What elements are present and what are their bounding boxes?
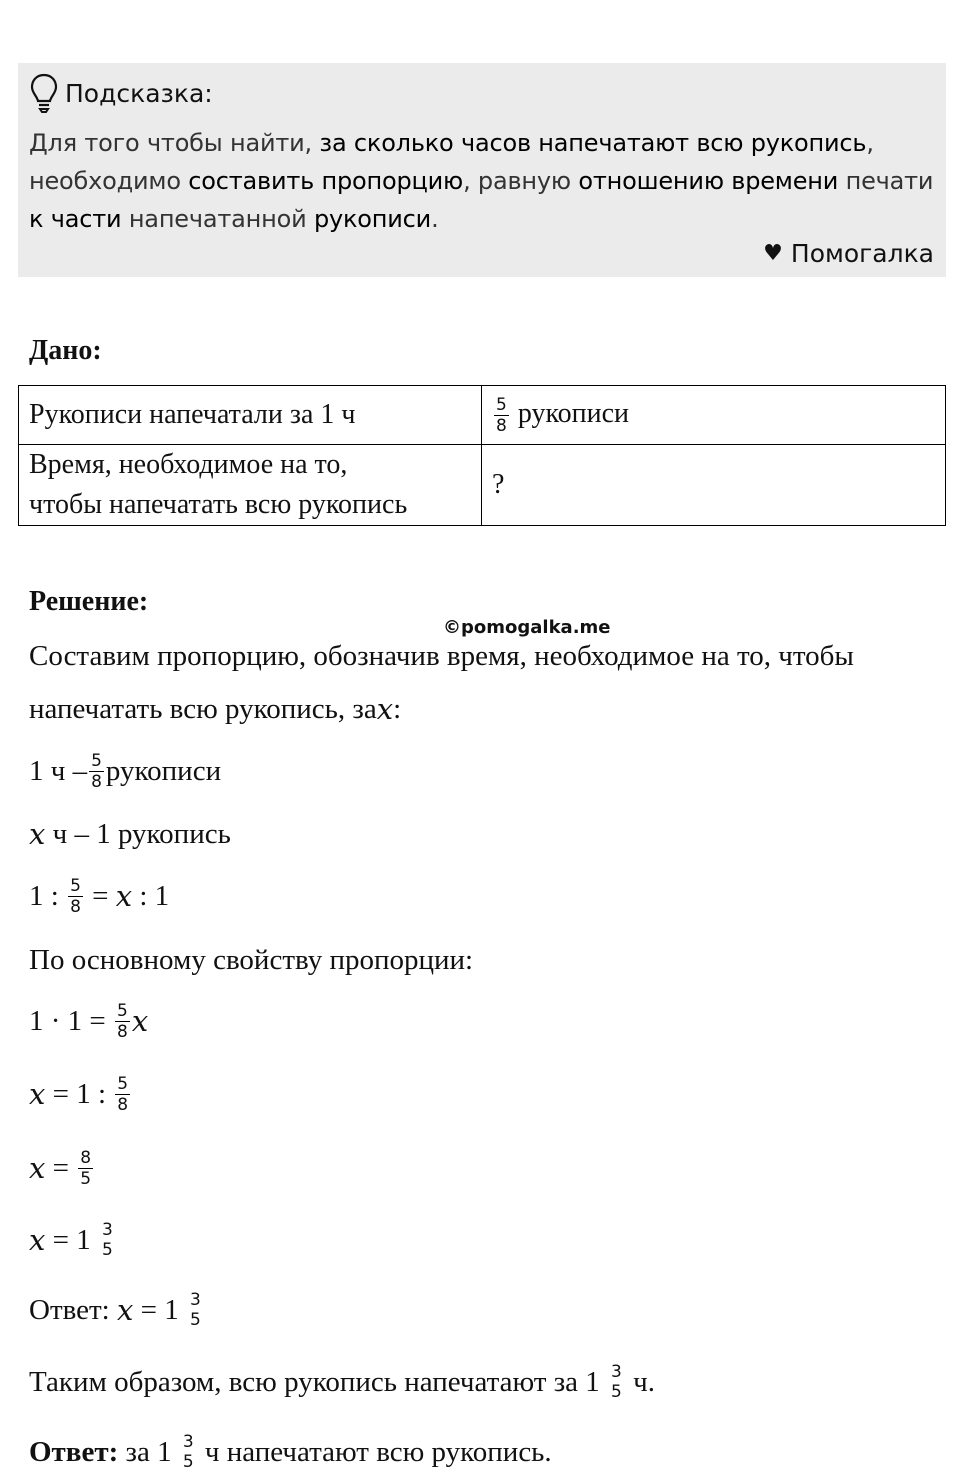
table-row [19,445,946,526]
hint-title: Подсказка: [65,78,213,108]
table-cell: ? [482,445,946,526]
solution-label: Решение: [29,586,149,617]
equation-6: x = $\frac{8}{5}$ [29,1147,92,1189]
hint-header [29,71,934,115]
heart-icon: ♥ [763,241,783,266]
fraction: 3 5 [611,1362,622,1402]
lightbulb-icon [29,72,59,114]
equation-3: 1 : $\frac{5}{8}$ = x : 1 [29,875,170,917]
table-cell: $\frac{5}{8}$ рукописи [482,386,946,445]
hint-brand [763,239,934,268]
intro-line-2: напечатать всю рукопись, за x : [29,692,402,726]
final-answer: Ответ: за 1 3 5 ч напечатают всю рукопись. [29,1432,552,1472]
conclusion-line: Таким образом, всю рукопись напечатают за 1 3 5 ч. [29,1362,655,1402]
fraction: $\frac{5}{8}$ [496,394,507,436]
equation-1: 1 ч – $\frac{5}{8}$ рукописи [29,750,222,792]
equation-2: x ч – 1 рукопись [29,817,231,851]
equation-7: x = 1 3 5 [29,1220,113,1260]
fraction: $\frac{5}{8}$ [91,750,102,792]
watermark: ©pomogalka.me [443,617,611,638]
hint-text: Для того чтобы найти, за сколько часов напечатают всю рукопись, необходимо составить пропорцию, равную отношению времени печати к части напечатанной рукописи. [29,129,934,233]
fraction: $\frac{5}{8}$ [70,875,81,917]
table-cell: Рукописи напечатали за 1 ч [19,386,482,445]
property-line: По основному свойству пропорции: [29,943,474,976]
fraction: 3 5 [189,1290,201,1330]
table-row [19,386,946,445]
equation-5: x = 1 : $\frac{5}{8}$ [29,1073,129,1115]
answer-calc: Ответ: x = 1 3 5 [29,1290,201,1330]
given-label: Дано: [29,335,102,366]
intro-line-1: Составим пропорцию, обозначив время, необходимое на то, чтобы [29,639,854,672]
final-answer-label: Ответ: [29,1435,119,1468]
equation-4: 1 · 1 = $\frac{5}{8}$ x [29,1000,149,1042]
brand-name: Помогалка [790,239,934,268]
fraction: $\frac{8}{5}$ [80,1147,92,1189]
fraction: $\frac{5}{8}$ [117,1000,128,1042]
fraction: $\frac{5}{8}$ [117,1073,129,1115]
table-cell: Время, необходимое на то, чтобы напечатать всю рукопись [19,445,482,526]
given-table [18,385,946,526]
hint-box [18,63,946,277]
fraction: 3 5 [101,1220,113,1260]
fraction: 3 5 [182,1432,194,1472]
